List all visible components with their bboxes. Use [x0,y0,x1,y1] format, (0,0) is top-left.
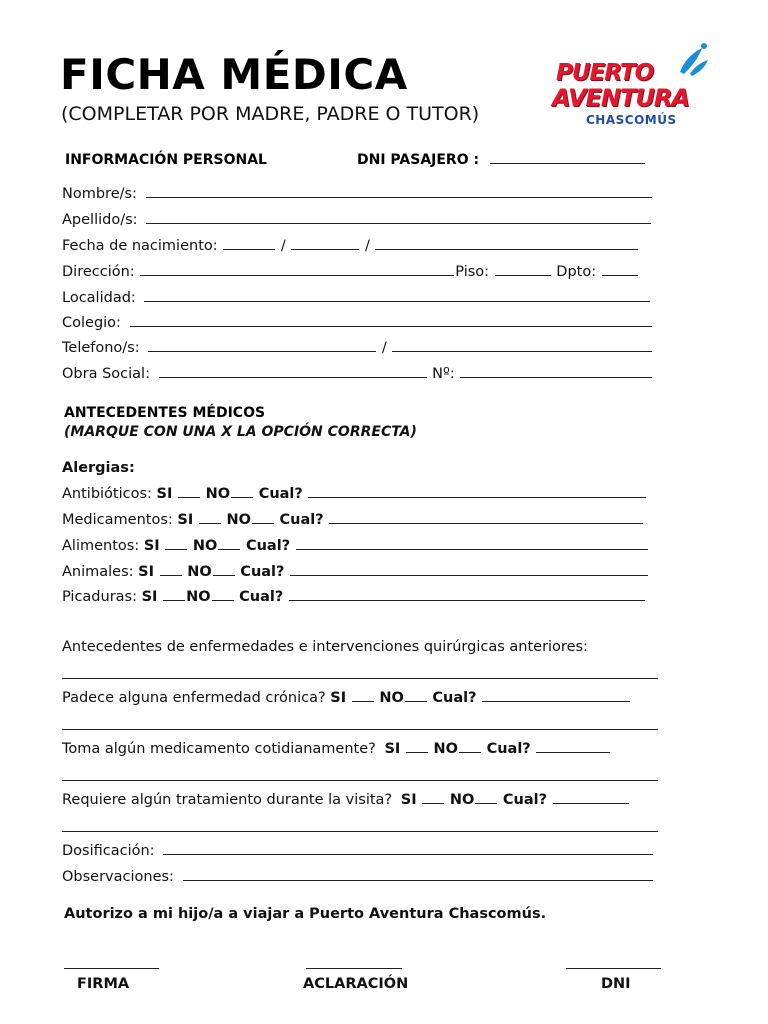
dni-label: DNI [601,976,631,992]
dosificacion-blank[interactable] [163,853,653,855]
telefono-blank-1[interactable] [148,350,376,352]
si-label: SI [141,589,158,605]
si-blank[interactable] [178,496,200,498]
authorization-statement: Autorizo a mi hijo/a a viajar a Puerto Aventura Chascomús. [64,906,547,922]
si-label: SI [384,741,401,757]
alergias-heading: Alergias: [62,460,135,476]
direccion-label: Dirección: [62,264,135,280]
cual-label: Cual? [279,512,324,528]
medicamento-extra-blank[interactable] [62,780,658,781]
logo-text-aventura: AVENTURA [552,84,689,112]
cual-blank[interactable] [290,574,648,576]
fecha-month-blank[interactable] [291,248,359,250]
antecedentes-label: Antecedentes de enfermedades e intervenciones quirúrgicas anteriores: [62,639,588,655]
allergy-row-animales[interactable] [62,564,649,580]
cual-blank[interactable] [536,751,610,753]
no-label: NO [205,486,231,502]
no-blank[interactable] [213,574,235,576]
aclaracion-line[interactable] [306,968,402,969]
numero-label: Nº: [432,366,455,382]
fecha-year-blank[interactable] [375,248,638,250]
no-blank[interactable] [405,700,427,702]
medicamento-label: Toma algún medicamento cotidianamente? [62,741,376,757]
cronica-field[interactable] [62,690,631,706]
numero-blank[interactable] [460,376,652,378]
apellido-blank[interactable] [146,222,651,224]
cual-blank[interactable] [553,802,629,804]
tratamiento-extra-blank[interactable] [62,831,658,832]
cual-blank[interactable] [289,599,645,601]
si-label: SI [138,564,154,580]
si-blank[interactable] [163,599,185,601]
colegio-label: Colegio: [62,315,121,331]
form-title: FICHA MÉDICA [60,50,408,99]
dni-line[interactable] [566,968,661,969]
no-label: NO [187,564,212,580]
fecha-day-blank[interactable] [223,248,275,250]
dpto-blank[interactable] [602,274,638,276]
observaciones-label: Observaciones: [62,869,174,885]
dni-pasajero-field[interactable] [357,152,646,168]
si-blank[interactable] [422,802,444,804]
cual-label: Cual? [245,538,291,554]
cual-label: Cual? [432,690,477,706]
allergy-row-medicamentos[interactable] [62,512,644,528]
allergy-row-antibioticos[interactable] [62,486,647,502]
cronica-label: Padece alguna enfermedad crónica? [62,690,326,706]
si-label: SI [330,690,347,706]
medical-instruction: (MARQUE CON UNA X LA OPCIÓN CORRECTA) [64,424,417,440]
tratamiento-label: Requiere algún tratamiento durante la visita? [62,792,393,808]
cual-label: Cual? [486,741,531,757]
cronica-extra-blank[interactable] [62,729,658,730]
firma-label: FIRMA [77,976,130,992]
si-blank[interactable] [352,700,374,702]
colegio-blank[interactable] [130,325,652,327]
allergy-label: Picaduras: [62,589,137,605]
direccion-field[interactable] [62,264,639,280]
dosificacion-label: Dosificación: [62,843,155,859]
si-blank[interactable] [199,522,221,524]
localidad-blank[interactable] [144,300,650,302]
dni-pasajero-label: DNI PASAJERO : [357,152,480,168]
no-label: NO [379,690,404,706]
no-blank[interactable] [231,496,253,498]
apellido-label: Apellido/s: [62,212,138,228]
dosificacion-field[interactable] [62,843,654,859]
allergy-label: Medicamentos: [62,512,173,528]
fecha-nacimiento-field[interactable] [62,238,639,254]
cual-blank[interactable] [308,496,646,498]
no-label: NO [226,512,251,528]
no-blank[interactable] [218,548,240,550]
fecha-label: Fecha de nacimiento: [62,238,218,254]
cual-blank[interactable] [296,548,648,550]
antecedentes-blank[interactable] [62,678,658,679]
firma-line[interactable] [64,968,159,969]
obra-social-field[interactable] [62,366,653,382]
aclaracion-label: ACLARACIÓN [303,976,409,992]
cual-blank[interactable] [482,700,630,702]
form-subtitle: (COMPLETAR POR MADRE, PADRE O TUTOR) [61,103,480,125]
observaciones-blank[interactable] [183,879,653,881]
colegio-field[interactable] [62,315,653,331]
no-blank[interactable] [212,599,234,601]
no-label: NO [186,589,211,605]
piso-blank[interactable] [495,274,551,276]
dpto-label: Dpto: [556,264,597,280]
cual-label: Cual? [239,589,284,605]
telefono-slash: / [381,340,387,356]
water-splash-icon [672,42,712,82]
tratamiento-field[interactable] [62,792,630,808]
si-label: SI [156,486,173,502]
apellido-field[interactable] [62,212,652,228]
cual-label: Cual? [240,564,285,580]
fecha-slash-2: / [364,238,370,254]
allergy-label: Antibióticos: [62,486,152,502]
telefono-field[interactable] [62,340,653,356]
no-blank[interactable] [475,802,497,804]
si-blank[interactable] [406,751,428,753]
section-heading-medical: ANTECEDENTES MÉDICOS [64,405,266,421]
allergy-row-picaduras[interactable] [62,589,646,605]
telefono-blank-2[interactable] [392,350,652,352]
localidad-label: Localidad: [62,290,136,306]
allergy-row-alimentos[interactable] [62,538,649,554]
obra-social-label: Obra Social: [62,366,150,382]
cual-label: Cual? [258,486,303,502]
dni-pasajero-blank[interactable] [490,162,645,164]
logo-text-puerto: PUERTO [556,60,654,86]
allergy-label: Animales: [62,564,134,580]
no-label: NO [449,792,475,808]
no-blank[interactable] [459,751,481,753]
no-blank[interactable] [252,522,274,524]
puerto-aventura-logo [548,42,718,132]
nombre-field[interactable] [62,186,653,202]
si-label: SI [143,538,160,554]
localidad-field[interactable] [62,290,651,306]
logo-text-chascomus: CHASCOMÚS [586,113,677,127]
fecha-slash-1: / [280,238,286,254]
piso-label: Piso: [455,264,490,280]
section-heading-personal: INFORMACIÓN PERSONAL [65,152,267,168]
no-label: NO [192,538,218,554]
telefono-label: Telefono/s: [62,340,140,356]
nombre-blank[interactable] [146,196,652,198]
cual-blank[interactable] [329,522,643,524]
observaciones-field[interactable] [62,869,654,885]
medicamento-field[interactable] [62,741,611,757]
obra-social-blank[interactable] [159,376,427,378]
cual-label: Cual? [502,792,548,808]
si-blank[interactable] [165,548,187,550]
si-label: SI [400,792,417,808]
allergy-label: Alimentos: [62,538,140,554]
si-blank[interactable] [160,574,182,576]
nombre-label: Nombre/s: [62,186,137,202]
no-label: NO [433,741,458,757]
si-label: SI [177,512,194,528]
direccion-blank[interactable] [140,274,454,276]
